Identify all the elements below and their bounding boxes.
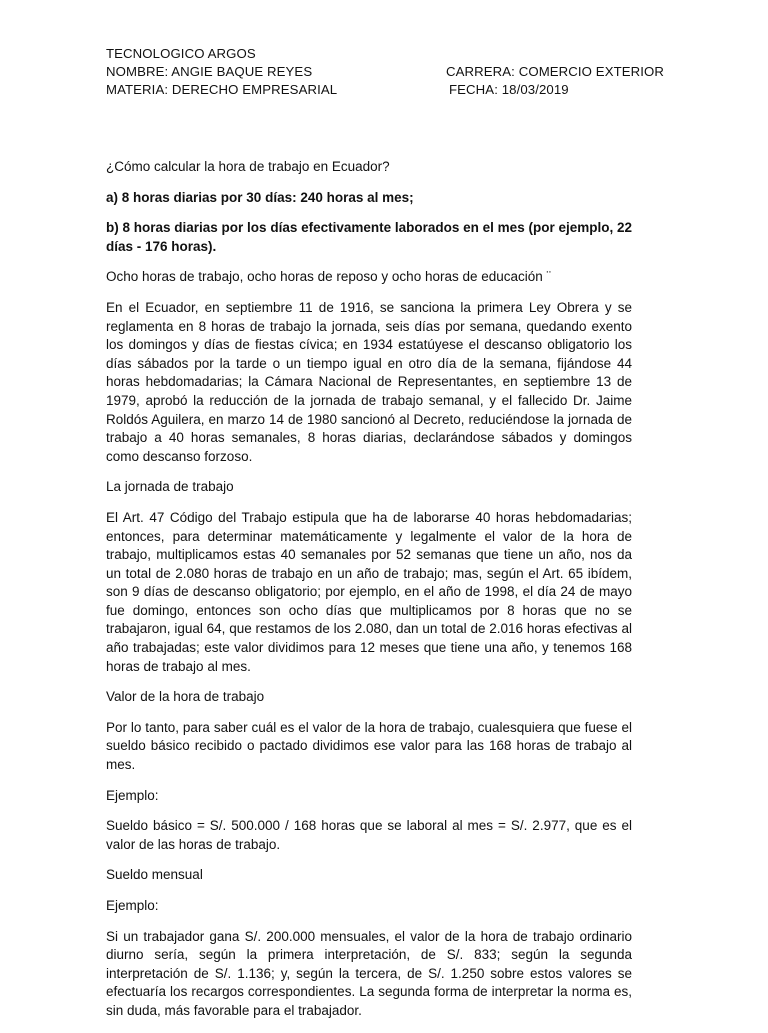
- example-label-1: Ejemplo:: [106, 787, 159, 803]
- document-body: [106, 158, 632, 1033]
- example-paragraph-1: Sueldo básico = S/. 500.000 / 168 horas que se laboral al mes = S/. 2.977, que es el valor de las horas de trabajo.: [106, 818, 632, 852]
- question-heading: ¿Cómo calcular la hora de trabajo en Ecuador?: [106, 159, 390, 174]
- date: FECHA: 18/03/2019: [449, 82, 569, 97]
- valor-paragraph: Por lo tanto, para saber cuál es el valor de la hora de trabajo, cualesquiera que fuese el sueldo básico recibido o pactado dividimos ese valor para las 168 horas de trabajo al mes.: [106, 719, 632, 773]
- history-paragraph: En el Ecuador, en septiembre 11 de 1916, se sanciona la primera Ley Obrera y se reglamenta en 8 horas de trabajo la jornada, seis días por semana, quedando exento los domingos y días de fiestas cívica; en 1934 estatúyese el descanso obligatorio los días sábados por la tarde o un tiempo igual en otro día de la semana, fijándose 44 horas hebdomadarias; la Cámara Nacional de Representantes, en septiembre 13 de 1979, aprobó la reducción de la jornada de trabajo semanal, y el fallecido Dr. Jaime Roldós Aguilera, en marzo 14 de 1980 sancionó al Decreto, reduciéndose la jornada de trabajo a 40 horas semanales, 8 horas diarias, declarándose sábados y domingos como descanso forzoso.: [106, 299, 632, 464]
- header-row-name: [106, 63, 666, 81]
- example-paragraph-2: Si un trabajador gana S/. 200.000 mensuales, el valor de la hora de trabajo ordinario diurno sería, según la primera interpretación, de S/. 833; según la segunda interpretación de S/. 1.136; y, según la tercera, de S/. 1.250 sobre estos valores se efectuaría los recargos correspondientes. La segunda forma de interpretar la norma es, sin duda, más favorable para el trabajador.: [106, 928, 632, 1018]
- document-header: [106, 45, 666, 99]
- option-a: a) 8 horas diarias por 30 días: 240 horas al mes;: [106, 189, 414, 205]
- motto-paragraph: Ocho horas de trabajo, ocho horas de reposo y ocho horas de educación ¨: [106, 269, 552, 285]
- subject: MATERIA: DERECHO EMPRESARIAL: [106, 82, 338, 97]
- section-heading-sueldo: Sueldo mensual: [106, 867, 203, 883]
- example-label-2: Ejemplo:: [106, 898, 159, 913]
- header-row-institution: [106, 45, 666, 63]
- section-heading-valor: Valor de la hora de trabajo: [106, 689, 265, 705]
- institution-name: TECNOLOGICO ARGOS: [106, 46, 256, 61]
- header-row-subject: [106, 81, 666, 99]
- section-heading-jornada: La jornada de trabajo: [106, 479, 234, 495]
- student-name: NOMBRE: ANGIE BAQUE REYES: [106, 64, 313, 79]
- jornada-paragraph: El Art. 47 Código del Trabajo estipula que ha de laborarse 40 horas hebdomadarias; entonces, para determinar matemáticamente y legalmente el valor de la hora de trabajo, multiplicamos estas 40 semanales por 52 semanas que tiene un año, nos da un total de 2.080 horas de trabajo en un año de trabajo; mas, según el Art. 65 ibídem, son 9 días de descanso obligatorio; por ejemplo, en el año de 1998, el día 24 de mayo fue domingo, entonces son ocho días que multiplicamos por 8 horas que no se trabajaron, igual 64, que restamos de los 2.080, dan un total de 2.016 horas efectivas al año trabajadas; este valor dividimos para 12 meses que tiene una año, y tenemos 168 horas de trabajo al mes.: [106, 509, 632, 674]
- career: CARRERA: COMERCIO EXTERIOR: [446, 64, 665, 79]
- option-b: b) 8 horas diarias por los días efectivamente laborados en el mes (por ejemplo, 22 días - 176 horas).: [106, 220, 632, 254]
